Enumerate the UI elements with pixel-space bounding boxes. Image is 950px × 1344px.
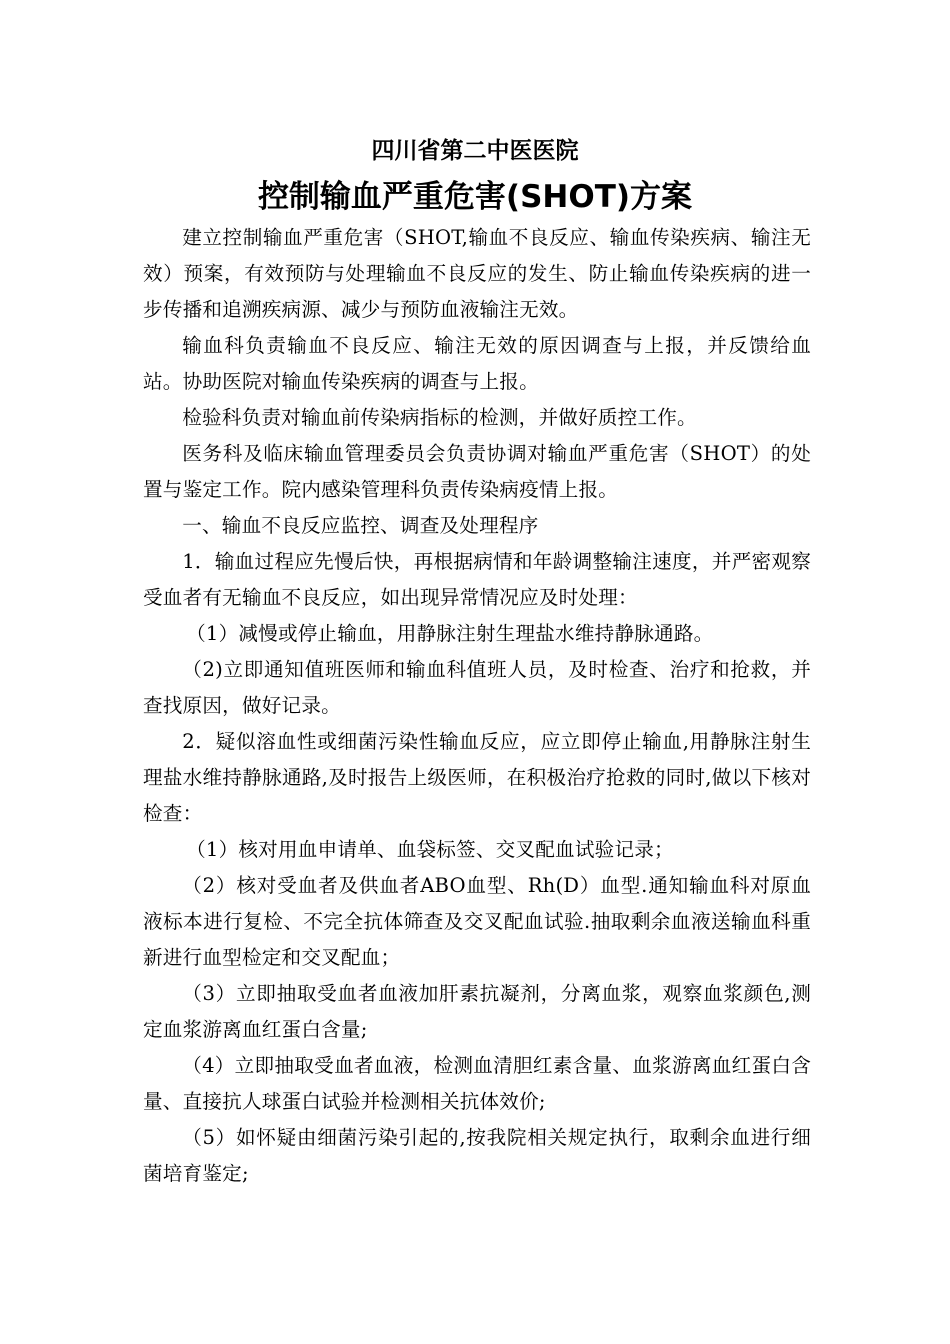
item-2-sub-1: （1）核对用血申请单、血袋标签、交叉配血试验记录；	[186, 838, 674, 861]
item-1-sub-1: （1）减慢或停止输血，用静脉注射生理盐水维持静脉通路。	[186, 622, 714, 645]
paragraph-medical-affairs: 医务科及临床输血管理委员会负责协调对输血严重危害（SHOT）的处置与鉴定工作。院内感染管理科负责传染病疫情上报。	[143, 442, 811, 501]
item-2-sub-5: （5）如怀疑由细菌污染引起的,按我院相关规定执行，取剩余血进行细菌培育鉴定;	[143, 1126, 811, 1185]
item-2: 2．疑似溶血性或细菌污染性输血反应，应立即停止输血,用静脉注射生理盐水维持静脉通路,及时报告上级医师，在积极治疗抢救的同时,做以下核对检查：	[143, 730, 811, 825]
section-heading-1: 一、输血不良反应监控、调查及处理程序	[182, 514, 539, 537]
document-body	[143, 220, 811, 1192]
item-2-sub-4: （4）立即抽取受血者血液，检测血清胆红素含量、血浆游离血红蛋白含量、直接抗人球蛋白试验并检测相关抗体效价;	[143, 1054, 811, 1113]
item-2-sub-2: （2）核对受血者及供血者ABO血型、Rh(D）血型.通知输血科对原血液标本进行复检、不完全抗体筛查及交叉配血试验.抽取剩余血液送输血科重新进行血型检定和交叉配血；	[143, 874, 811, 969]
item-2-sub-3: （3）立即抽取受血者血液加肝素抗凝剂，分离血浆，观察血浆颜色,测定血浆游离血红蛋白含量;	[143, 982, 811, 1041]
paragraph-intro: 建立控制输血严重危害（SHOT,输血不良反应、输血传染疾病、输注无效）预案，有效预防与处理输血不良反应的发生、防止输血传染疾病的进一步传播和追溯疾病源、减少与预防血液输注无效。	[143, 226, 811, 321]
item-1-sub-2: （2)立即通知值班医师和输血科值班人员，及时检查、治疗和抢救，并查找原因，做好记录。	[143, 658, 811, 717]
item-1: 1．输血过程应先慢后快，再根据病情和年龄调整输注速度，并严密观察受血者有无输血不良反应，如出现异常情况应及时处理：	[143, 550, 811, 609]
paragraph-transfusion-dept: 输血科负责输血不良反应、输注无效的原因调查与上报，并反馈给血站。协助医院对输血传染疾病的调查与上报。	[143, 334, 811, 393]
document-title: 控制输血严重危害(SHOT)方案	[257, 179, 693, 215]
paragraph-lab-dept: 检验科负责对输血前传染病指标的检测，并做好质控工作。	[182, 406, 697, 429]
hospital-name: 四川省第二中医医院	[371, 138, 579, 164]
